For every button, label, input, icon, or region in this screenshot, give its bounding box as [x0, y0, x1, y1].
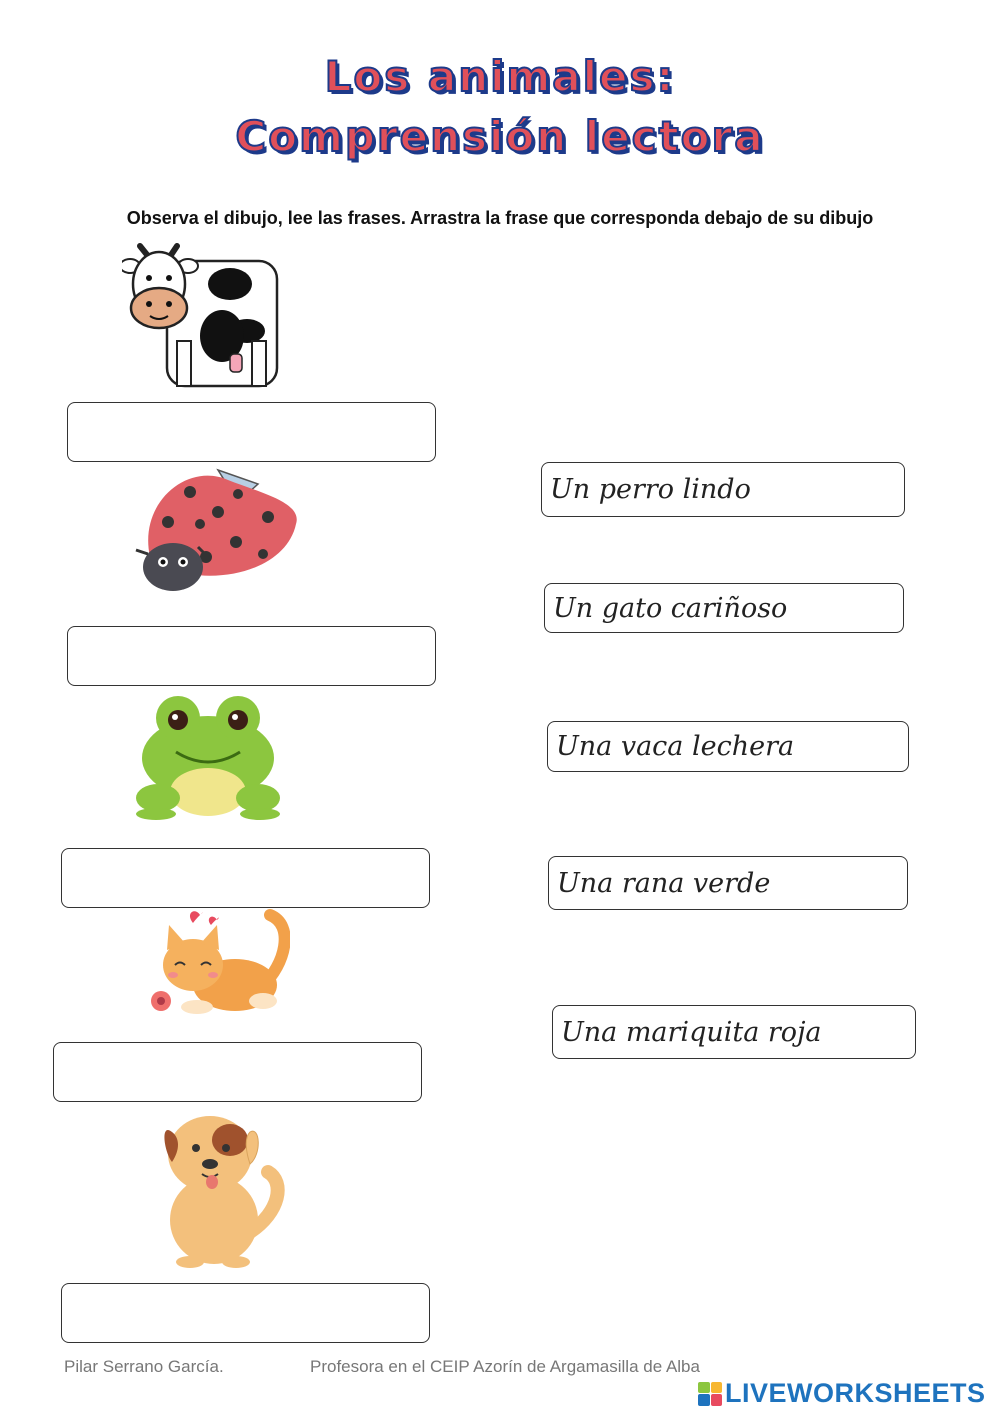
ladybug-icon [128, 462, 303, 597]
liveworksheets-brand[interactable] [698, 1378, 986, 1409]
answer-box-5[interactable] [61, 1283, 430, 1343]
frog-icon [136, 690, 281, 822]
instructions: Observa el dibujo, lee las frases. Arrastra la frase que corresponda debajo de su dibujo [126, 208, 874, 228]
phrase-mariquita[interactable]: Una mariquita roja [552, 1005, 916, 1059]
phrase-rana[interactable]: Una rana verde [548, 856, 908, 910]
brand-name: LIVEWORKSHEETS [725, 1378, 986, 1408]
answer-box-3[interactable] [61, 848, 430, 908]
answer-box-2[interactable] [67, 626, 436, 686]
dog-icon [150, 1102, 290, 1270]
phrase-gato[interactable]: Un gato cariñoso [544, 583, 904, 633]
footer-role: Profesora en el CEIP Azorín de Argamasilla de Alba [310, 1357, 700, 1376]
title-line-2: Comprensión lectora [235, 112, 765, 161]
cow-icon [122, 236, 287, 391]
phrase-perro[interactable]: Un perro lindo [541, 462, 905, 517]
title-line-1: Los animales: [324, 52, 676, 101]
cat-icon [145, 905, 290, 1023]
liveworksheets-logo-icon [698, 1382, 722, 1406]
answer-box-1[interactable] [67, 402, 436, 462]
footer-author: Pilar Serrano García. [64, 1357, 224, 1376]
phrase-vaca[interactable]: Una vaca lechera [547, 721, 909, 772]
answer-box-4[interactable] [53, 1042, 422, 1102]
